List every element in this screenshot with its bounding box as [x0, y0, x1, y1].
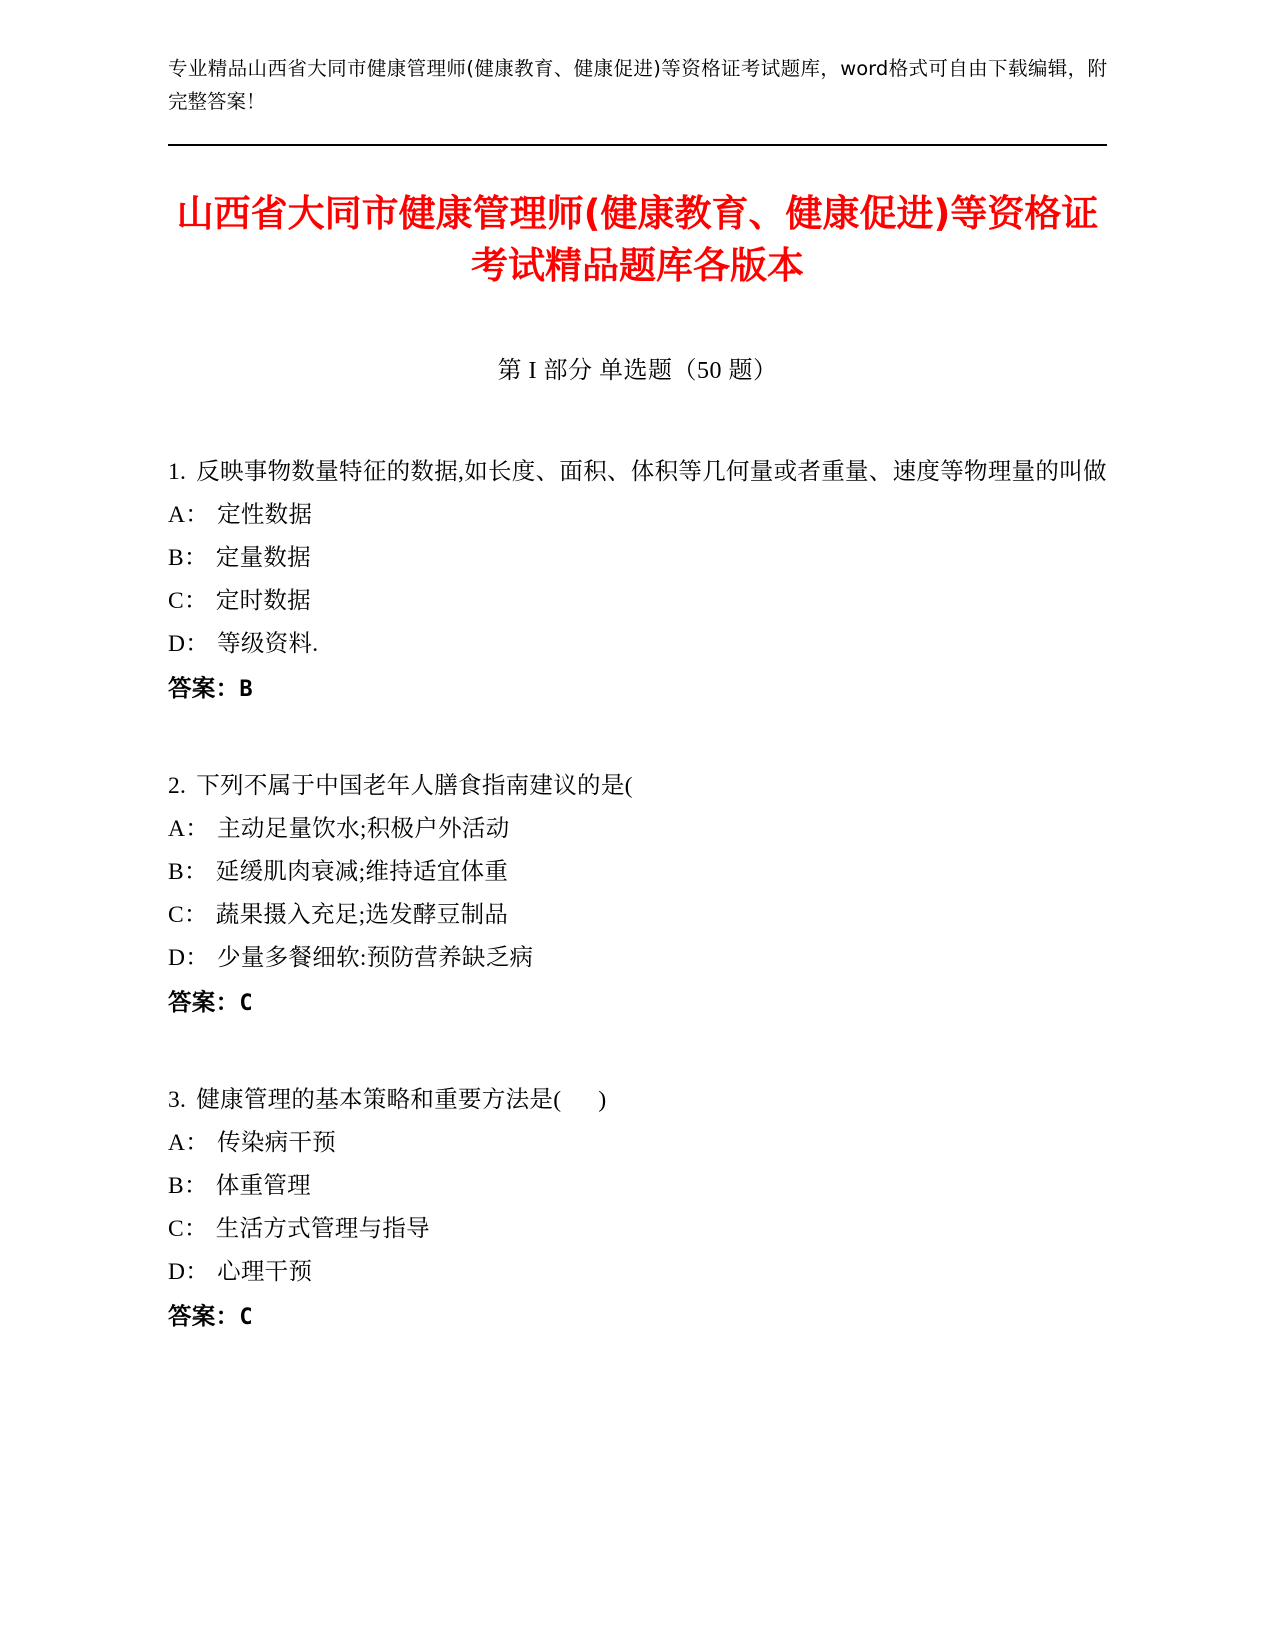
- option-letter: D：: [168, 1259, 210, 1285]
- option-row: [168, 623, 1107, 666]
- option-row: [168, 537, 1107, 580]
- option-letter: A：: [168, 1130, 210, 1156]
- question-text: 反映事物数量特征的数据,如长度、面积、体积等几何量或者重量、速度等物理量的叫做: [196, 459, 1107, 485]
- answer-value: B: [239, 677, 253, 702]
- question-number: 3.: [168, 1087, 187, 1113]
- option-letter: D：: [168, 945, 210, 971]
- question-stem: [168, 765, 1107, 808]
- option-text: 定时数据: [215, 588, 311, 614]
- section-heading: 第 I 部分 单选题（50 题）: [497, 358, 778, 384]
- option-letter: A：: [168, 502, 210, 528]
- header-divider: [168, 144, 1107, 146]
- answer-value: C: [239, 1305, 253, 1330]
- option-row: [168, 1208, 1107, 1251]
- answer-label: 答案：: [168, 676, 240, 702]
- question-text: 下列不属于中国老年人膳食指南建议的是(: [196, 773, 633, 799]
- option-row: [168, 894, 1107, 937]
- option-row: [168, 808, 1107, 851]
- option-text: 心理干预: [217, 1259, 313, 1285]
- page-title: 山西省大同市健康管理师(健康教育、健康促进)等资格证考试精品题库各版本: [176, 192, 1099, 287]
- question-block: [168, 765, 1107, 1025]
- option-row: [168, 1165, 1107, 1208]
- option-text: 延缓肌肉衰减;维持适宜体重: [215, 859, 509, 885]
- option-text: 定量数据: [215, 545, 311, 571]
- option-letter: D：: [168, 631, 210, 657]
- option-text: 体重管理: [215, 1173, 311, 1199]
- question-stem: [168, 451, 1107, 494]
- option-letter: B：: [168, 859, 208, 885]
- option-row: [168, 937, 1107, 980]
- option-letter: C：: [168, 1216, 208, 1242]
- question-block: [168, 451, 1107, 711]
- option-row: [168, 1251, 1107, 1294]
- question-number: 1.: [168, 459, 187, 485]
- answer-row: [168, 668, 1107, 711]
- option-letter: C：: [168, 902, 208, 928]
- option-text: 蔬果摄入充足;选发酵豆制品: [215, 902, 509, 928]
- answer-label: 答案：: [168, 1304, 240, 1330]
- option-text: 定性数据: [217, 502, 313, 528]
- option-row: [168, 851, 1107, 894]
- option-text: 传染病干预: [217, 1130, 337, 1156]
- option-letter: C：: [168, 588, 208, 614]
- option-row: [168, 494, 1107, 537]
- question-block: [168, 1079, 1107, 1339]
- option-letter: A：: [168, 816, 210, 842]
- question-text: 健康管理的基本策略和重要方法是( ): [196, 1087, 607, 1113]
- option-text: 主动足量饮水;积极户外活动: [217, 816, 510, 842]
- question-number: 2.: [168, 773, 187, 799]
- answer-row: [168, 982, 1107, 1025]
- answer-row: [168, 1296, 1107, 1339]
- header-note: 专业精品山西省大同市健康管理师(健康教育、健康促进)等资格证考试题库，word格式可自由下载编辑，附完整答案！: [168, 57, 1107, 113]
- option-letter: B：: [168, 545, 208, 571]
- question-stem: [168, 1079, 1107, 1122]
- option-text: 等级资料.: [217, 631, 319, 657]
- answer-value: C: [239, 991, 253, 1016]
- option-row: [168, 580, 1107, 623]
- option-letter: B：: [168, 1173, 208, 1199]
- option-text: 生活方式管理与指导: [215, 1216, 430, 1242]
- option-text: 少量多餐细软:预防营养缺乏病: [217, 945, 534, 971]
- answer-label: 答案：: [168, 990, 240, 1016]
- option-row: [168, 1122, 1107, 1165]
